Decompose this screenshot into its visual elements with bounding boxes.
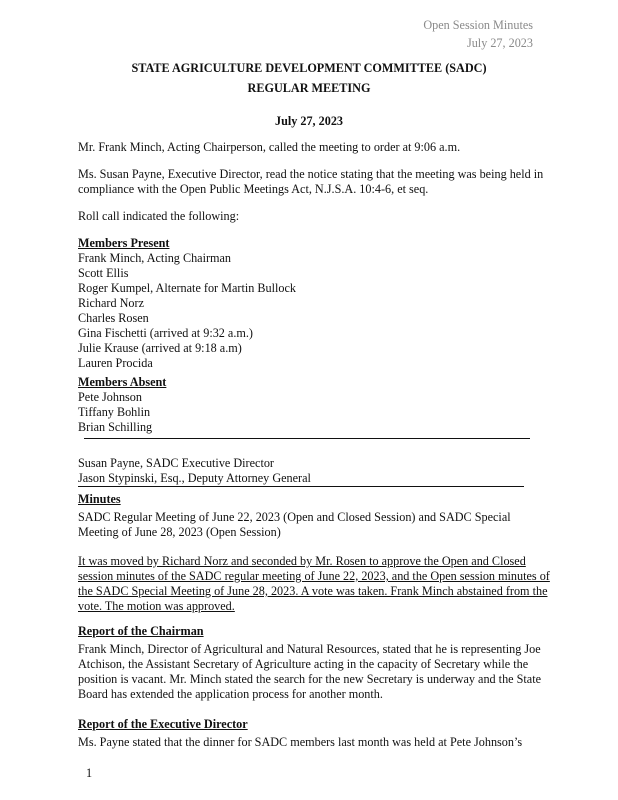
minutes-heading: Minutes (78, 492, 121, 506)
member-present-item: Roger Kumpel, Alternate for Martin Bullock (78, 281, 296, 295)
roll-call (78, 209, 548, 224)
member-present-item: Charles Rosen (78, 311, 149, 325)
member-present-item: Richard Norz (78, 296, 144, 310)
chairman-report-text: Frank Minch, Director of Agricultural and Natural Resources, stated that he is representing Joe Atchison, the Assistant Secretary of Agriculture acting in the capacity of Secretary while the position is vacant. Mr. Minch stated the search for the new Secretary is underway and the State Board has extended the application process for another month. (78, 642, 541, 701)
executive-director-report-heading: Report of the Executive Director (78, 717, 248, 731)
section-divider (84, 438, 530, 439)
header-date: July 27, 2023 (466, 36, 533, 50)
staff-line-1: Susan Payne, SADC Executive Director (78, 456, 274, 470)
member-present-item: Scott Ellis (78, 266, 129, 280)
chairman-report-heading: Report of the Chairman (78, 624, 204, 638)
call-to-order-text: Mr. Frank Minch, Acting Chairperson, called the meeting to order at 9:06 a.m. (78, 140, 461, 154)
title-line-1: STATE AGRICULTURE DEVELOPMENT COMMITTEE (SADC) (131, 61, 487, 75)
member-absent-item: Tiffany Bohlin (78, 405, 151, 419)
executive-director-report-text: Ms. Payne stated that the dinner for SADC members last month was held at Pete Johnson’s (78, 735, 523, 749)
minutes-section (78, 492, 550, 614)
intro-notice (78, 167, 548, 197)
executive-director-report-section (78, 717, 550, 750)
members-present-section (78, 236, 548, 371)
page-number: 1 (86, 766, 93, 780)
members-present-heading: Members Present (78, 236, 170, 250)
staff-section (78, 456, 558, 487)
minutes-motion: It was moved by Richard Norz and seconded by Mr. Rosen to approve the Open and Closed session minutes of the SADC regular meeting of June 22, 2023, and the Open session minutes of the SADC Special Meeting of June 28, 2023. A vote was taken. Frank Minch abstained from the vote. The motion was approved. (78, 554, 550, 613)
header-doc-type: Open Session Minutes (423, 18, 533, 32)
member-present-item: Gina Fischetti (arrived at 9:32 a.m.) (78, 326, 253, 340)
chairman-report-section (78, 624, 550, 702)
member-present-item: Lauren Procida (78, 356, 153, 370)
document-title (0, 58, 618, 98)
member-present-item: Frank Minch, Acting Chairman (78, 251, 231, 265)
member-absent-item: Brian Schilling (78, 420, 153, 434)
member-present-item: Julie Krause (arrived at 9:18 a.m) (78, 341, 242, 355)
meeting-date: July 27, 2023 (274, 114, 344, 128)
minutes-text: SADC Regular Meeting of June 22, 2023 (Open and Closed Session) and SADC Special Meeting of June 28, 2023 (Open Session) (78, 510, 511, 539)
roll-call-text: Roll call indicated the following: (78, 209, 240, 223)
intro-call-to-order (78, 140, 548, 155)
members-absent-section (78, 375, 548, 435)
member-absent-item: Pete Johnson (78, 390, 142, 404)
staff-line-2: Jason Stypinski, Esq., Deputy Attorney General (78, 471, 524, 487)
members-absent-heading: Members Absent (78, 375, 167, 389)
notice-text: Ms. Susan Payne, Executive Director, read the notice stating that the meeting was being held in compliance with the Open Public Meetings Act, N.J.S.A. 10:4-6, et seq. (78, 167, 544, 196)
running-header (423, 16, 533, 52)
title-line-2: REGULAR MEETING (247, 81, 371, 95)
